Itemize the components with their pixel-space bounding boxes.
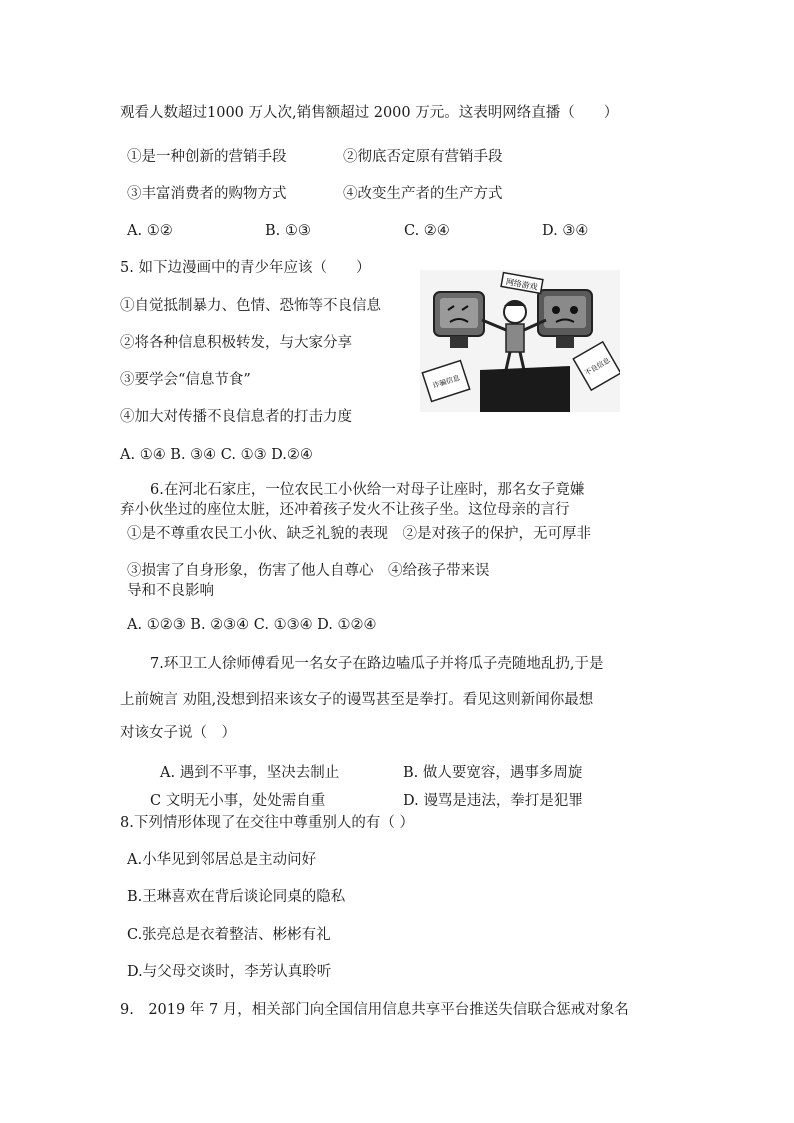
q5-choices: A. ①④ B. ③④ C. ①③ D.②④ — [120, 447, 313, 463]
q6-item-line-2: ③损害了自身形象，伤害了他人自尊心 ④给孩子带来误 — [127, 563, 490, 579]
q4-choice-c: C. ②④ — [404, 223, 450, 239]
q8-option-b: B.王琳喜欢在背后谈论同桌的隐私 — [127, 889, 346, 905]
q7-stem-line-2: 上前婉言 劝阻,没想到招来该女子的谩骂甚至是拳打。看见这则新闻你最想 — [120, 692, 594, 708]
q6-item-line-3: 导和不良影响 — [127, 583, 214, 599]
q6-stem-line-1: 6.在河北石家庄，一位农民工小伙给一对母子让座时，那名女子竟嫌 — [150, 482, 585, 498]
q7-stem-line-3: 对该女子说（ ） — [120, 725, 236, 741]
right-paper-text: 不良信息 — [583, 356, 612, 378]
q4-choice-b: B. ①③ — [265, 223, 311, 239]
left-paper-text: 诈骗信息 — [431, 373, 461, 391]
q8-option-a: A.小华见到邻居总是主动问好 — [127, 852, 317, 868]
q4-item-4: ④改变生产者的生产方式 — [343, 186, 503, 202]
q5-item-1: ①自觉抵制暴力、色情、恐怖等不良信息 — [120, 298, 381, 314]
q4-item-3: ③丰富消费者的购物方式 — [127, 186, 287, 202]
q4-item-1: ①是一种创新的营销手段 — [127, 149, 287, 165]
q4-item-2: ②彻底否定原有营销手段 — [343, 149, 503, 165]
q5-item-4: ④加大对传播不良信息者的打击力度 — [120, 409, 352, 425]
q7-option-b: B. 做人要宽容，遇事多周旋 — [403, 765, 583, 781]
q8-option-c: C.张亮总是衣着整洁、彬彬有礼 — [127, 927, 331, 943]
q9-stem: 9. 2019 年 7 月，相关部门向全国信用信息共享平台推送失信联合惩戒对象名 — [120, 1002, 629, 1018]
q6-choices: A. ①②③ B. ②③④ C. ①③④ D. ①②④ — [127, 617, 377, 633]
sign-text: 网络游戏 — [505, 277, 539, 292]
q5-item-3: ③要学会“信息节食” — [120, 372, 251, 388]
q7-option-c: C 文明无小事，处处需自重 — [150, 793, 326, 809]
cartoon-illustration — [420, 270, 620, 412]
q6-item-line-1: ①是不尊重农民工小伙、缺乏礼貌的表现 ②是对孩子的保护，无可厚非 — [127, 526, 591, 542]
q5-item-2: ②将各种信息积极转发，与大家分享 — [120, 335, 352, 351]
q4-choice-d: D. ③④ — [542, 223, 589, 239]
q7-option-a: A. 遇到不平事，坚决去制止 — [160, 765, 340, 781]
q4-choice-a: A. ①② — [127, 223, 173, 239]
q6-stem-line-2: 弃小伙坐过的座位太脏，还冲着孩子发火不让孩子坐。这位母亲的言行 — [120, 502, 570, 518]
q8-option-d: D.与父母交谈时，李芳认真聆听 — [127, 964, 332, 980]
q7-stem-line-1: 7.环卫工人徐师傅看见一名女子在路边嗑瓜子并将瓜子壳随地乱扔,于是 — [150, 656, 604, 672]
q7-option-d: D. 谩骂是违法，拳打是犯罪 — [403, 793, 583, 809]
q5-stem: 5. 如下边漫画中的青少年应该（ ） — [120, 260, 371, 276]
q8-stem: 8.下列情形体现了在交往中尊重别人的有（ ） — [120, 815, 414, 831]
q4-stem-end: 观看人数超过1000 万人次,销售额超过 2000 万元。这表明网络直播（ ） — [120, 105, 619, 121]
